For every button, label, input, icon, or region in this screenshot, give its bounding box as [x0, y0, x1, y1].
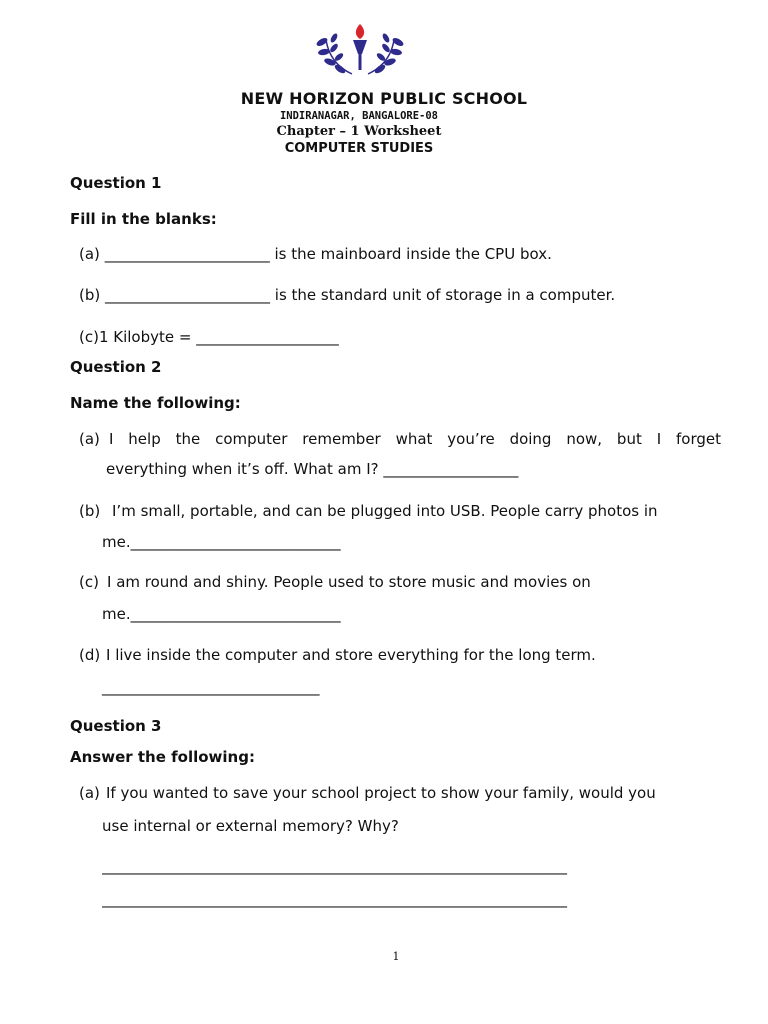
question-2d-letter: (d) [79, 646, 101, 664]
word: I [109, 430, 114, 448]
question-1c [79, 328, 339, 346]
question-1a [79, 245, 552, 263]
question-1-heading: Question 1 [70, 174, 162, 192]
word: what [395, 430, 433, 448]
question-1b [79, 286, 615, 304]
school-logo-icon [312, 20, 408, 80]
question-3a-answer-line-2: ______________________________________________________________ [102, 890, 567, 908]
question-2-heading: Question 2 [70, 358, 162, 376]
question-2a-letter: (a) [79, 430, 100, 448]
question-3a-letter: (a) [79, 784, 100, 802]
question-2c-letter: (c) [79, 573, 99, 591]
word: forget [676, 430, 721, 448]
item-text: ______________________ is the mainboard inside the CPU box. [104, 245, 552, 263]
item-letter: (a) [79, 245, 100, 263]
question-2-instruction: Name the following: [70, 394, 241, 412]
item-letter: (c) [79, 328, 99, 346]
item-letter: (b) [79, 286, 101, 304]
word: remember [302, 430, 381, 448]
question-3-instruction: Answer the following: [70, 748, 255, 766]
question-3a-line-2: use internal or external memory? Why? [102, 817, 399, 835]
word: help [128, 430, 161, 448]
word: computer [215, 430, 288, 448]
question-2b-line-1: I’m small, portable, and can be plugged into USB. People carry photos in [112, 502, 658, 520]
question-1-instruction: Fill in the blanks: [70, 210, 217, 228]
question-2a-line-1 [109, 430, 721, 448]
word: but [616, 430, 642, 448]
item-text: 1 Kilobyte = ___________________ [98, 328, 339, 346]
question-2d-line-1: I live inside the computer and store everything for the long term. [106, 646, 596, 664]
school-address: INDIRANAGAR, BANGALORE-08 [279, 110, 439, 122]
subject-title: COMPUTER STUDIES [284, 141, 434, 156]
word: the [175, 430, 201, 448]
school-name: NEW HORIZON PUBLIC SCHOOL [240, 89, 528, 108]
page-number: 1 [392, 950, 400, 963]
question-2a-line-2: everything when it’s off. What am I? __________________ [106, 460, 519, 478]
question-3-heading: Question 3 [70, 717, 162, 735]
word: now, [566, 430, 603, 448]
question-2c-line-2: me.____________________________ [102, 605, 341, 623]
question-2d-answer-line: _____________________________ [102, 678, 320, 696]
word: I [656, 430, 662, 448]
question-3a-answer-line-1: ______________________________________________________________ [102, 857, 567, 875]
question-2b-letter: (b) [79, 502, 101, 520]
word: you’re [447, 430, 495, 448]
question-2c-line-1: I am round and shiny. People used to store music and movies on [107, 573, 591, 591]
chapter-title: Chapter – 1 Worksheet [276, 124, 442, 139]
question-3a-line-1: If you wanted to save your school project to show your family, would you [106, 784, 656, 802]
question-2b-line-2: me.____________________________ [102, 533, 341, 551]
item-text: ______________________ is the standard unit of storage in a computer. [105, 286, 616, 304]
word: doing [509, 430, 552, 448]
